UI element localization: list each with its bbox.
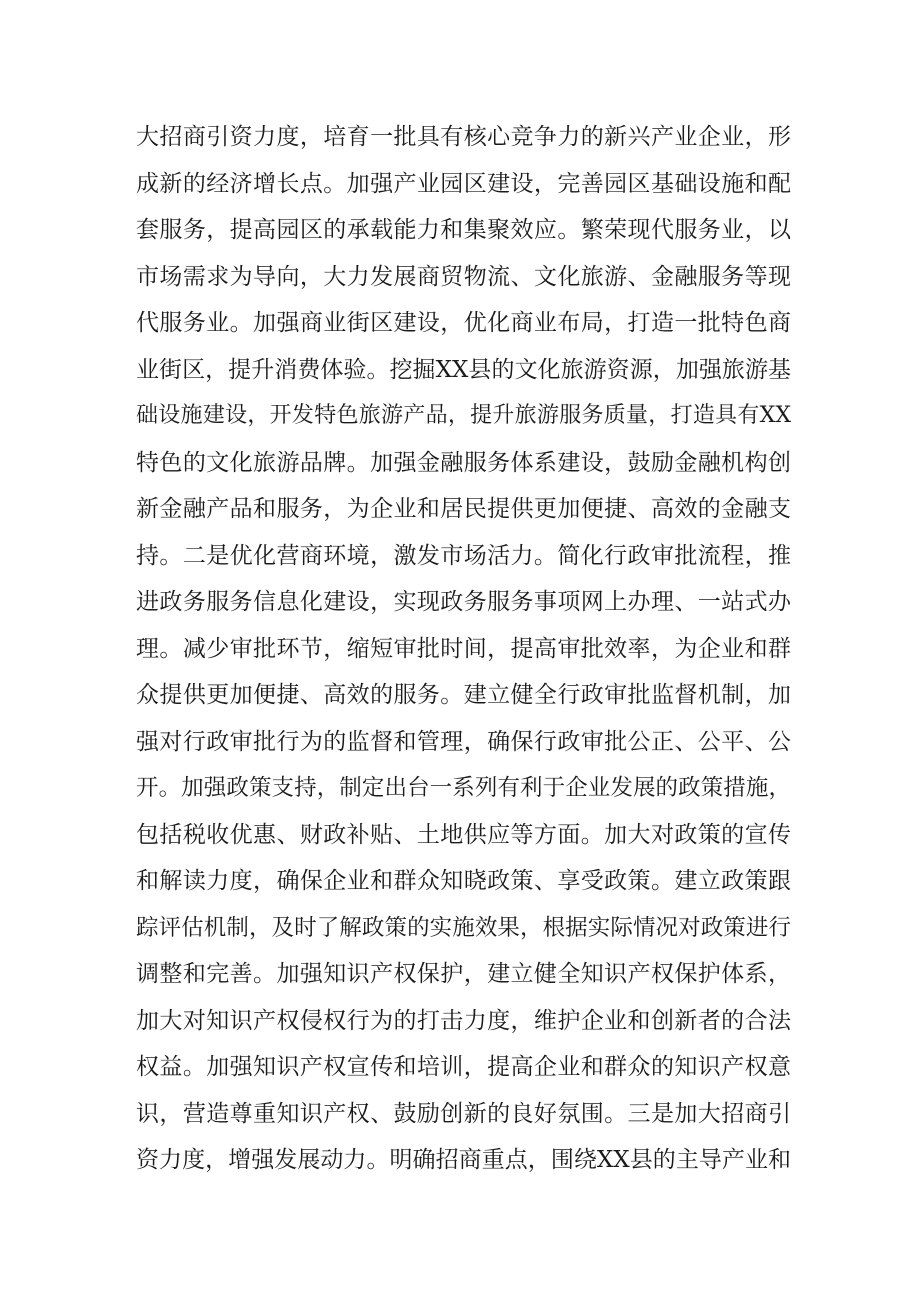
text-line: 持。二是优化营商环境，激发市场活力。简化行政审批流程，推 bbox=[136, 542, 791, 569]
text-line: 大招商引资力度，培育一批具有核心竞争力的新兴产业企业，形 bbox=[136, 124, 791, 150]
text-line: 市场需求为导向，大力发展商贸物流、文化旅游、金融服务等现 bbox=[136, 263, 791, 290]
text-line: 特色的文化旅游品牌。加强金融服务体系建设，鼓励金融机构创 bbox=[136, 449, 791, 476]
text-line: 进政务服务信息化建设，实现政务服务事项网上办理、一站式办 bbox=[136, 589, 791, 615]
text-line: 加大对知识产权侵权行为的打击力度，维护企业和创新者的合法 bbox=[136, 1007, 791, 1034]
text-line: 包括税收优惠、财政补贴、土地供应等方面。加大对政策的宣传 bbox=[136, 821, 791, 848]
text-line: 业街区，提升消费体验。挖掘XX县的文化旅游资源，加强旅游基 bbox=[136, 356, 791, 383]
text-line: 套服务，提高园区的承载能力和集聚效应。繁荣现代服务业，以 bbox=[136, 217, 791, 243]
text-line: 理。减少审批环节，缩短审批时间，提高审批效率，为企业和群 bbox=[136, 635, 791, 662]
text-line: 众提供更加便捷、高效的服务。建立健全行政审批监督机制，加 bbox=[136, 682, 791, 708]
text-line: 代服务业。加强商业街区建设，优化商业布局，打造一批特色商 bbox=[136, 310, 791, 336]
text-line: 权益。加强知识产权宣传和培训，提高企业和群众的知识产权意 bbox=[136, 1054, 791, 1080]
text-line: 新金融产品和服务，为企业和居民提供更加便捷、高效的金融支 bbox=[136, 496, 791, 522]
text-line: 踪评估机制，及时了解政策的实施效果，根据实际情况对政策进行 bbox=[136, 914, 791, 941]
text-line: 开。加强政策支持，制定出台一系列有利于企业发展的政策措施， bbox=[136, 775, 791, 801]
text-line: 成新的经济增长点。加强产业园区建设，完善园区基础设施和配 bbox=[136, 170, 791, 197]
body-text bbox=[136, 114, 791, 1184]
text-line: 础设施建设，开发特色旅游产品，提升旅游服务质量，打造具有XX bbox=[136, 403, 791, 428]
text-line: 调整和完善。加强知识产权保护，建立健全知识产权保护体系， bbox=[136, 961, 791, 987]
text-line: 强对行政审批行为的监督和管理，确保行政审批公正、公平、公 bbox=[136, 728, 791, 755]
text-line: 资力度，增强发展动力。明确招商重点，围绕XX县的主导产业和 bbox=[136, 1147, 791, 1173]
text-line: 识，营造尊重知识产权、鼓励创新的良好氛围。三是加大招商引 bbox=[136, 1100, 791, 1127]
text-line: 和解读力度，确保企业和群众知晓政策、享受政策。建立政策跟 bbox=[136, 868, 791, 894]
